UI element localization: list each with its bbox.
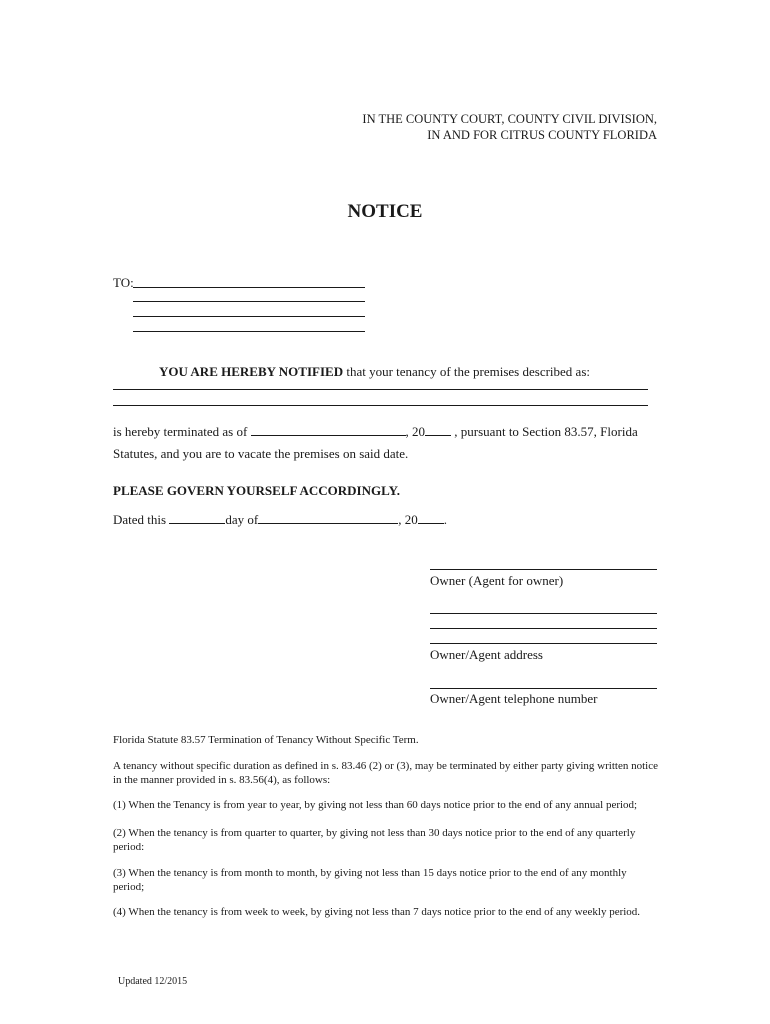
phone-label: Owner/Agent telephone number bbox=[430, 691, 598, 706]
statute-item-4: (4) When the tenancy is from week to week, by giving not less than 7 days notice prior to the end of any weekly period. bbox=[113, 906, 641, 918]
dated-year-blank[interactable] bbox=[418, 512, 444, 524]
dated-part-3: , 20 bbox=[398, 512, 418, 527]
premises-line-1[interactable] bbox=[113, 389, 648, 390]
dated-part-1: Dated this bbox=[113, 512, 167, 527]
to-line-3[interactable] bbox=[133, 316, 365, 317]
statute-heading: Florida Statute 83.57 Termination of Tenancy Without Specific Term. bbox=[113, 734, 419, 746]
terminated-year-prefix: , 20 bbox=[405, 424, 426, 439]
statute-intro: A tenancy without specific duration as defined in s. 83.46 (2) or (3), may be terminated by either party giving written notice in the manner provided in s. 83.56(4), as follows: bbox=[113, 760, 658, 786]
premises-line-2[interactable] bbox=[113, 405, 648, 406]
address-line-2[interactable] bbox=[430, 628, 657, 629]
document-title: NOTICE bbox=[347, 201, 423, 222]
address-label: Owner/Agent address bbox=[430, 647, 543, 662]
statute-item-1: (1) When the Tenancy is from year to year, by giving not less than 60 days notice prior to the end of any annual period; bbox=[113, 799, 638, 811]
owner-label: Owner (Agent for owner) bbox=[430, 573, 564, 588]
dated-statement bbox=[113, 512, 447, 528]
statute-item-3: (3) When the tenancy is from month to month, by giving not less than 15 days notice prior to the end of any monthly period; bbox=[113, 867, 627, 893]
notified-statement bbox=[159, 364, 590, 380]
to-label: TO: bbox=[113, 275, 134, 290]
notified-rest: that your tenancy of the premises described as: bbox=[346, 364, 590, 379]
to-line-4[interactable] bbox=[133, 331, 365, 332]
vacate-statement: Statutes, and you are to vacate the premises on said date. bbox=[113, 446, 409, 461]
to-line-2[interactable] bbox=[133, 301, 365, 302]
dated-month-blank[interactable] bbox=[258, 512, 398, 524]
phone-line[interactable] bbox=[430, 688, 657, 689]
notified-bold: YOU ARE HEREBY NOTIFIED bbox=[159, 364, 344, 379]
govern-statement: PLEASE GOVERN YOURSELF ACCORDINGLY. bbox=[113, 483, 401, 498]
address-line-1[interactable] bbox=[430, 613, 657, 614]
statute-item-2: (2) When the tenancy is from quarter to quarter, by giving not less than 30 days notice prior to the end of any quarterly period: bbox=[113, 827, 636, 853]
updated-footer: Updated 12/2015 bbox=[118, 976, 188, 987]
terminated-part-1: is hereby terminated as of bbox=[113, 424, 248, 439]
owner-signature-line[interactable] bbox=[430, 569, 657, 570]
court-header-line-2: IN AND FOR CITRUS COUNTY FLORIDA bbox=[427, 128, 657, 142]
terminated-part-3: , pursuant to Section 83.57, Florida bbox=[454, 424, 638, 439]
court-header-line-1: IN THE COUNTY COURT, COUNTY CIVIL DIVISION, bbox=[362, 112, 657, 126]
termination-date-blank[interactable] bbox=[251, 424, 406, 436]
to-line-1[interactable] bbox=[133, 287, 365, 288]
address-line-3[interactable] bbox=[430, 643, 657, 644]
termination-year-blank[interactable] bbox=[425, 424, 451, 436]
dated-day-blank[interactable] bbox=[169, 512, 225, 524]
dated-part-2: day of bbox=[225, 512, 259, 527]
terminated-statement bbox=[113, 424, 638, 440]
dated-part-4: . bbox=[443, 512, 447, 527]
